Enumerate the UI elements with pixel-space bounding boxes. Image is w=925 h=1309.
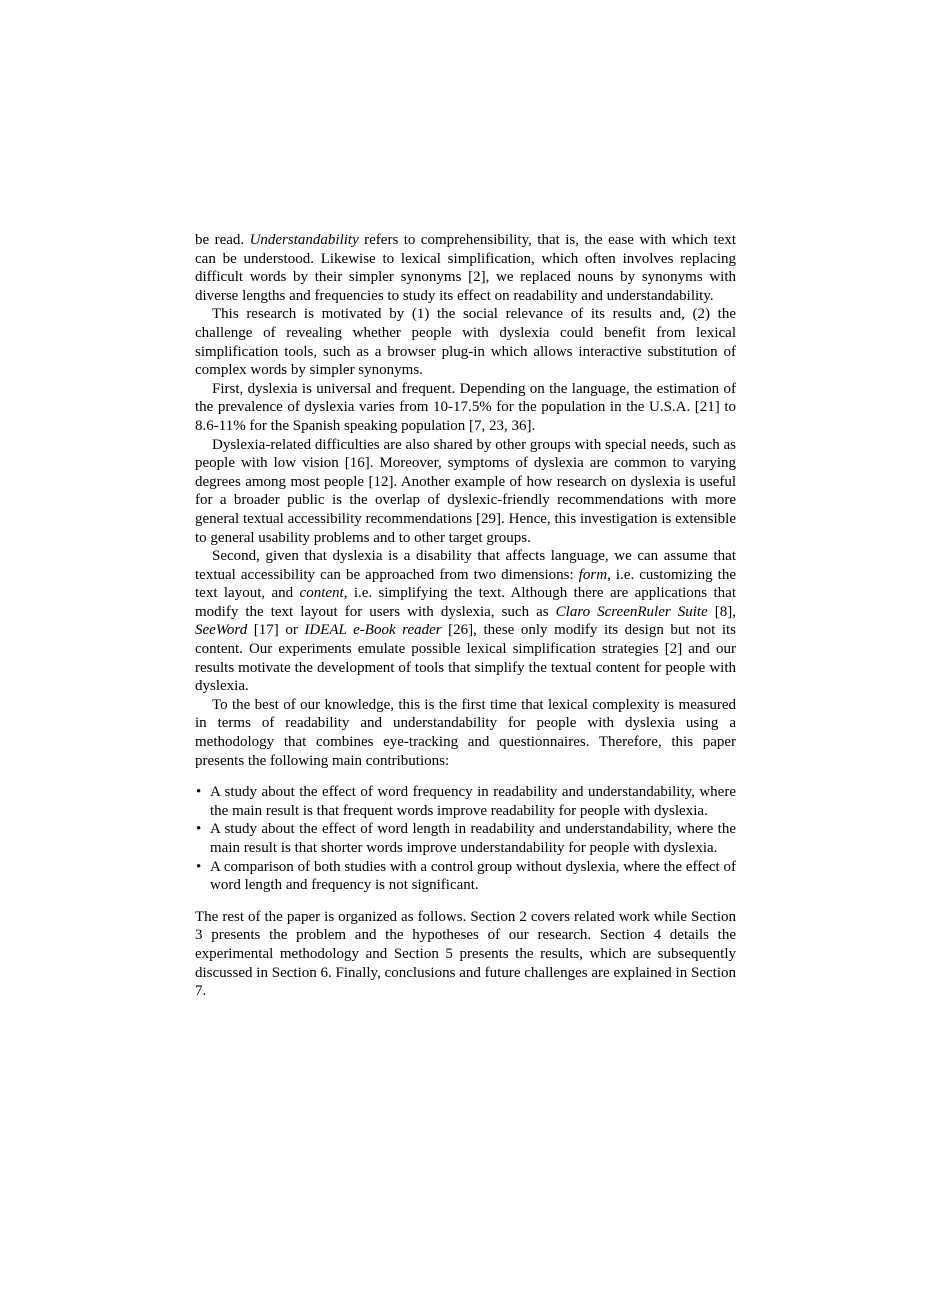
text-run: Second, given that dyslexia is a disability that affects language, we can assume that textual accessibility can be approached from two dimensions:	[195, 548, 736, 583]
list-item	[195, 858, 736, 895]
list-item	[195, 820, 736, 857]
text-run: IDEAL e-Book reader	[304, 622, 442, 639]
paragraph-contributions-intro	[195, 696, 736, 770]
text-run: [17] or	[247, 622, 305, 639]
contributions-list	[195, 783, 736, 895]
text-run: The rest of the paper is organized as follows. Section 2 covers related work while Section 3 presents the problem and the hypotheses of our research. Section 4 details the experimental methodology and Section 5 presents the results, which are subsequently discussed in Section 6. Finally, conclusions and future challenges are explained in Section 7.	[195, 908, 736, 1000]
bullet-icon: •	[196, 784, 202, 801]
text-run: First, dyslexia is universal and frequent. Depending on the language, the estimation of the prevalence of dyslexia varies from 10-17.5% for the population in the U.S.A. [21] to 8.6-11% for the Spanish speaking population [7, 23, 36].	[195, 380, 736, 434]
text-run: refers to comprehensibility, that is, the ease with which text can be understood. Likewise to lexical simplification, which often involves replacing difficult words by their simpler synonyms [2], we replaced nouns by synonyms with diverse lengths and frequencies to study its effect on readability and understandability.	[195, 232, 737, 304]
text-run: SeeWord	[195, 622, 248, 639]
bullet-icon: •	[196, 858, 202, 875]
bullet-icon: •	[196, 821, 202, 838]
text-run: This research is motivated by (1) the social relevance of its results and, (2) the challenge of revealing whether people with dyslexia could benefit from lexical simplification tools, such as a browser plug-in which allows interactive substitution of complex words by simpler synonyms.	[195, 306, 736, 379]
paragraph-intro-continuation	[195, 231, 736, 305]
text-run: , i.e. simplifying the text. Although there are applications that modify the text layout for users with dyslexia, such as	[195, 585, 736, 620]
text-run: content	[299, 585, 344, 602]
text-run: [8],	[707, 603, 737, 620]
text-run: form	[578, 566, 608, 583]
text-run: [26], these only modify its design but not its content. Our experiments emulate possible lexical simplification strategies [2] and our results motivate the development of tools that simplify the textual content for people with dyslexia.	[195, 622, 736, 695]
text-run: A comparison of both studies with a control group without dyslexia, where the effect of word length and frequency is not significant.	[210, 858, 736, 894]
text-run: be read.	[195, 232, 250, 248]
text-run: , i.e. customizing the text layout, and	[195, 566, 736, 602]
paragraph-related-difficulties	[195, 436, 736, 548]
paragraph-motivation	[195, 305, 736, 379]
paragraph-paper-organization	[195, 908, 736, 1001]
text-run: Claro ScreenRuler Suite	[555, 603, 708, 620]
list-item	[195, 783, 736, 820]
text-run: To the best of our knowledge, this is the first time that lexical complexity is measured in terms of readability and understandability for people with dyslexia using a methodology that combines eye-tracking and questionnaires. Therefore, this paper presents the following main contributions:	[195, 696, 736, 769]
paragraph-dimensions	[195, 547, 736, 696]
text-run: Understandability	[249, 232, 359, 248]
text-run: A study about the effect of word frequency in readability and understandability, where the main result is that frequent words improve readability for people with dyslexia.	[210, 784, 736, 819]
paragraph-prevalence	[195, 380, 736, 436]
text-run: Dyslexia-related difficulties are also shared by other groups with special needs, such as people with low vision [16]. Moreover, symptoms of dyslexia are common to varying degrees among most people [12]. Another example of how research on dyslexia is useful for a broader public is the overlap of dyslexic-friendly recommendations with more general textual accessibility recommendations [29]. Hence, this investigation is extensible to general usability problems and to other target groups.	[195, 436, 736, 546]
body-text	[195, 231, 736, 1001]
text-run: A study about the effect of word length in readability and understandability, where the main result is that shorter words improve understandability for people with dyslexia.	[210, 821, 736, 856]
